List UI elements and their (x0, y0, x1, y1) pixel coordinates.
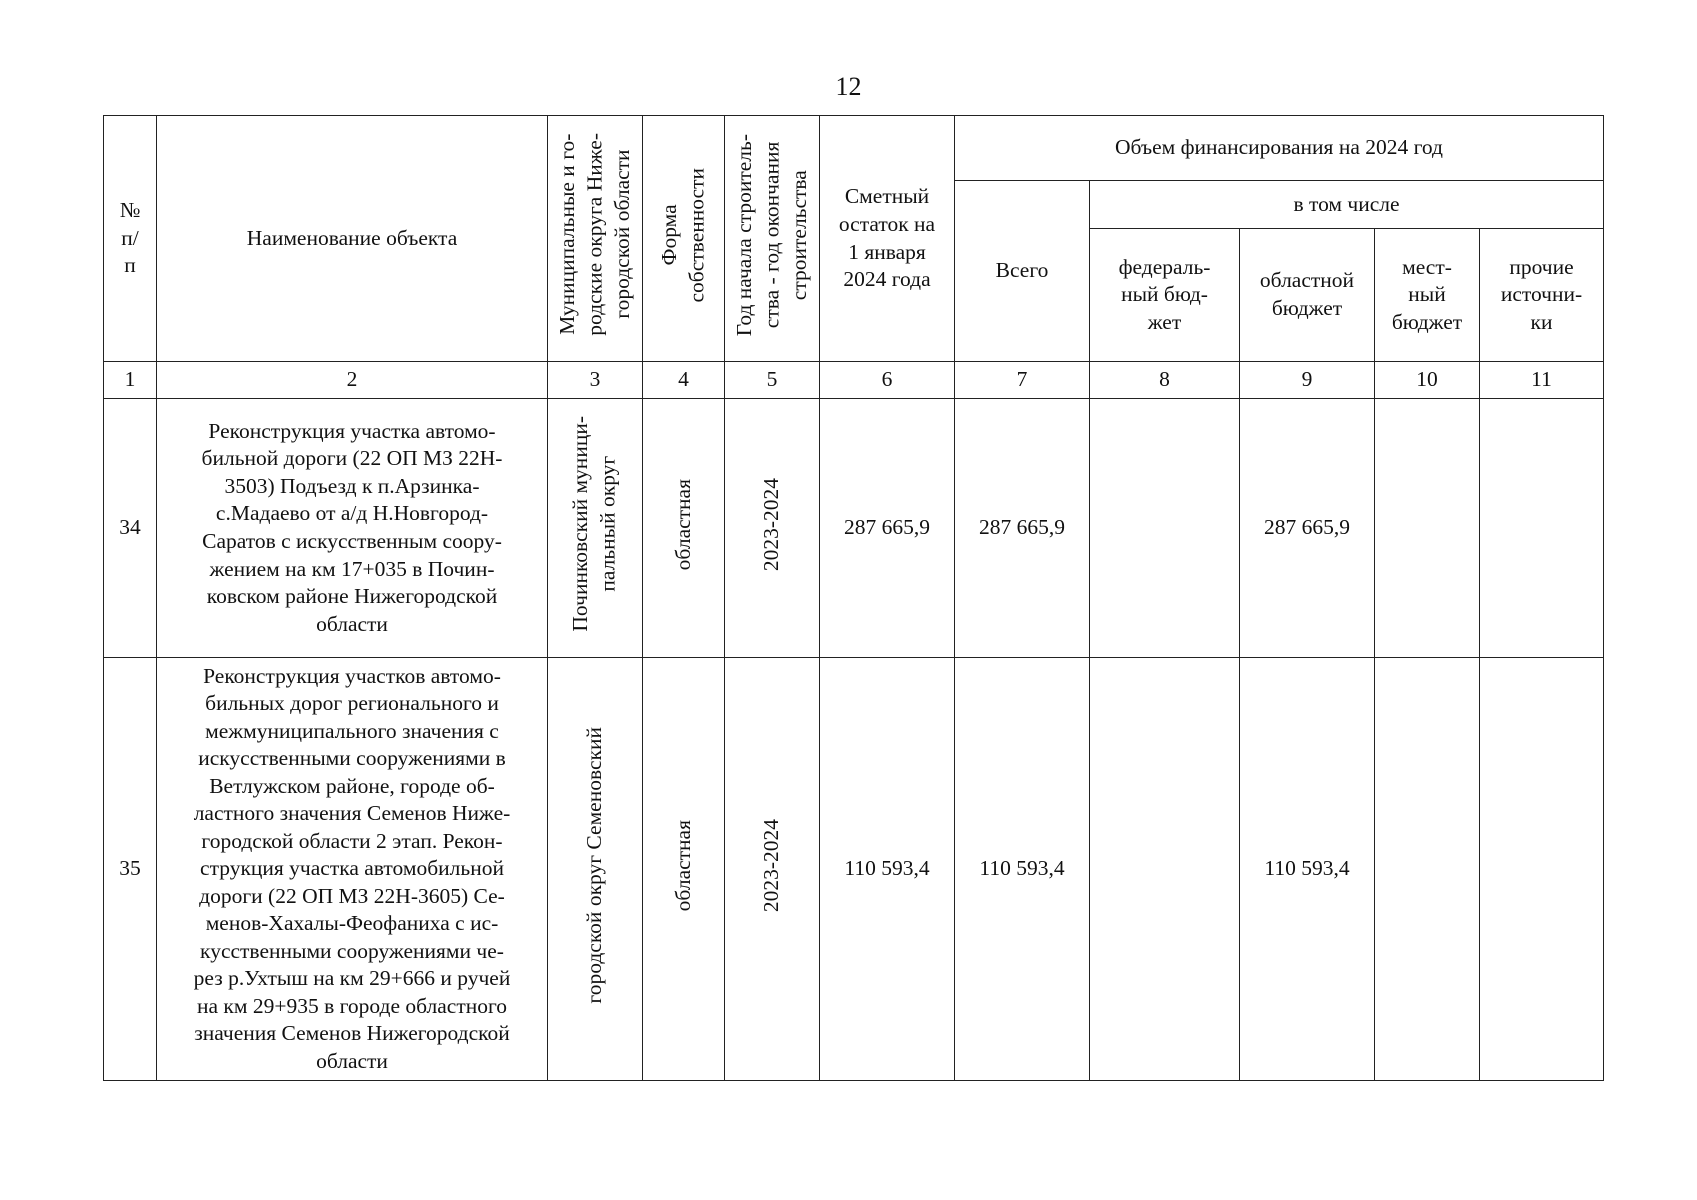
estimate-balance: 287 665,9 (820, 399, 955, 658)
total-funding: 287 665,9 (955, 399, 1090, 658)
column-number: 1 (104, 362, 157, 399)
other-sources (1480, 399, 1604, 658)
header-municipality: Муниципальные и го- родские округа Ниже- городской области (548, 116, 643, 362)
municipality: городской округ Семеновский (548, 658, 643, 1081)
header-including: в том числе (1090, 181, 1604, 229)
row-number: 35 (104, 658, 157, 1081)
header-total: Всего (955, 181, 1090, 362)
estimate-balance: 110 593,4 (820, 658, 955, 1081)
column-number: 11 (1480, 362, 1604, 399)
column-number: 4 (643, 362, 725, 399)
regional-budget: 110 593,4 (1240, 658, 1375, 1081)
table-row (104, 399, 1604, 658)
header-funding-group: Объем финансирования на 2024 год (955, 116, 1604, 181)
table-row (104, 658, 1604, 1081)
ownership: областная (643, 399, 725, 658)
federal-budget (1090, 399, 1240, 658)
header-local-budget: мест- ный бюджет (1375, 229, 1480, 362)
local-budget (1375, 399, 1480, 658)
column-number: 7 (955, 362, 1090, 399)
total-funding: 110 593,4 (955, 658, 1090, 1081)
column-number: 10 (1375, 362, 1480, 399)
column-number: 6 (820, 362, 955, 399)
header-object-name: Наименование объекта (157, 116, 548, 362)
header-federal-budget: федераль- ный бюд- жет (1090, 229, 1240, 362)
regional-budget: 287 665,9 (1240, 399, 1375, 658)
ownership: областная (643, 658, 725, 1081)
column-number: 5 (725, 362, 820, 399)
header-regional-budget: областной бюджет (1240, 229, 1375, 362)
other-sources (1480, 658, 1604, 1081)
header-row-number: № п/ п (104, 116, 157, 362)
header-ownership: Форма собственности (643, 116, 725, 362)
header-estimate-balance: Сметный остаток на 1 января 2024 года (820, 116, 955, 362)
construction-funding-table (103, 115, 1604, 1081)
object-name: Реконструкция участков автомо- бильных дорог регионального и межмуниципального значения с искусственными сооружениями в Ветлужском районе, городе об- ластного значения Семенов Ниже- городской области 2 этап. Рекон- струкция участка автомобильной дороги (22 ОП МЗ 22Н-3605) Се- менов-Хахалы-Феофаниха с ис- кусственными сооружениями че- рез р.Ухтыш на км 29+666 и ручей на км 29+935 в городе областного значения Семенов Нижегородской области (157, 658, 548, 1081)
page-number: 12 (835, 72, 862, 101)
object-name: Реконструкция участка автомо- бильной дороги (22 ОП МЗ 22Н- 3503) Подъезд к п.Арзинка- с.Мадаево от а/д Н.Новгород- Саратов с искусственным соору- жением на км 17+035 в Почин- ковском районе Нижегородской области (157, 399, 548, 658)
column-number: 2 (157, 362, 548, 399)
municipality: Починковский муници- пальный округ (548, 399, 643, 658)
row-number: 34 (104, 399, 157, 658)
construction-years: 2023-2024 (725, 658, 820, 1081)
header-construction-years: Год начала строитель- ства - год окончания строительства (725, 116, 820, 362)
column-numbers-row (104, 362, 1604, 399)
column-number: 9 (1240, 362, 1375, 399)
local-budget (1375, 658, 1480, 1081)
column-number: 3 (548, 362, 643, 399)
header-other-sources: прочие источни- ки (1480, 229, 1604, 362)
construction-years: 2023-2024 (725, 399, 820, 658)
federal-budget (1090, 658, 1240, 1081)
column-number: 8 (1090, 362, 1240, 399)
